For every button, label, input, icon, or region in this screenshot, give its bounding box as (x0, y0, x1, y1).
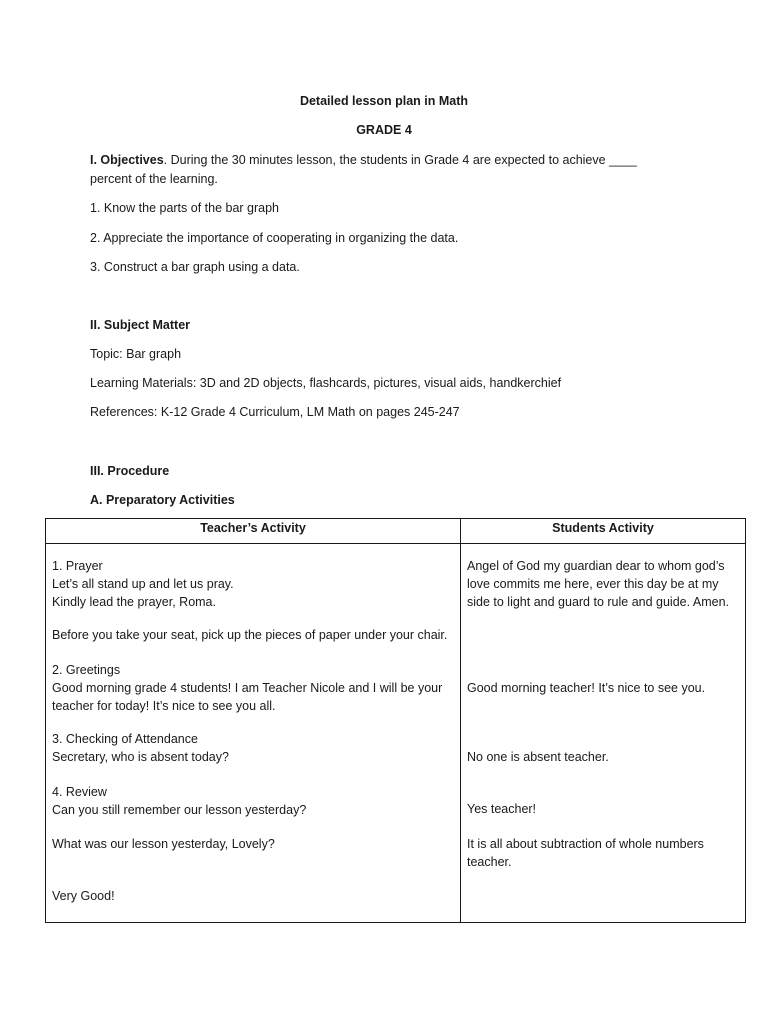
objectives-heading: I. Objectives (90, 153, 164, 167)
teacher-line: teacher for today! It’s nice to see you all. (52, 699, 276, 713)
teacher-line: Good morning grade 4 students! I am Teacher Nicole and I will be your (52, 681, 443, 695)
lesson-answer-block (467, 835, 739, 871)
teacher-line: Kindly lead the prayer, Roma. (52, 595, 216, 609)
student-line: No one is absent teacher. (467, 750, 609, 764)
teacher-line: 1. Prayer (52, 559, 103, 573)
greeting-response-block (467, 679, 739, 697)
subject-matter-heading: II. Subject Matter (90, 318, 191, 332)
teacher-line: Can you still remember our lesson yesterday? (52, 803, 307, 817)
teacher-line: 4. Review (52, 785, 107, 799)
procedure-heading: III. Procedure (90, 464, 170, 478)
table-row (46, 544, 746, 923)
activities-table (45, 518, 746, 923)
review-response-block (467, 800, 739, 818)
document-title: Detailed lesson plan in Math (299, 94, 469, 108)
objective-item: 2. Appreciate the importance of cooperating in organizing the data. (90, 231, 459, 245)
prayer-block (52, 557, 454, 611)
grade-label: GRADE 4 (356, 123, 412, 137)
seat-instruction-block (52, 626, 454, 644)
materials-line: Learning Materials: 3D and 2D objects, flashcards, pictures, visual aids, handkerchief (90, 376, 562, 390)
greetings-block (52, 661, 454, 715)
students-activity-header: Students Activity (461, 519, 746, 544)
teacher-line: Let’s all stand up and let us pray. (52, 577, 234, 591)
teacher-line: Secretary, who is absent today? (52, 750, 229, 764)
student-line: It is all about subtraction of whole numbers (467, 837, 704, 851)
review-question-block (52, 835, 454, 853)
teacher-line: Before you take your seat, pick up the pieces of paper under your chair. (52, 628, 448, 642)
topic-line: Topic: Bar graph (90, 347, 182, 361)
prayer-response-block (467, 557, 739, 611)
teacher-activity-header: Teacher’s Activity (46, 519, 461, 544)
preparatory-activities-heading: A. Preparatory Activities (90, 493, 235, 507)
objectives-paragraph (90, 151, 650, 189)
teacher-line: 3. Checking of Attendance (52, 732, 198, 746)
attendance-response-block (467, 748, 739, 766)
attendance-block (52, 730, 454, 766)
teacher-activity-cell (46, 544, 461, 923)
student-line: Good morning teacher! It’s nice to see you. (467, 681, 706, 695)
teacher-line: What was our lesson yesterday, Lovely? (52, 837, 275, 851)
student-line: Angel of God my guardian dear to whom god’s (467, 559, 725, 573)
objectives-text: . During the 30 minutes lesson, the students in Grade 4 are expected to achieve ____ percent of the learning. (90, 153, 637, 186)
student-line: teacher. (467, 855, 512, 869)
student-line: Yes teacher! (467, 802, 537, 816)
review-block (52, 783, 454, 819)
students-activity-cell (461, 544, 746, 923)
references-line: References: K-12 Grade 4 Curriculum, LM Math on pages 245-247 (90, 405, 460, 419)
objective-item: 1. Know the parts of the bar graph (90, 201, 280, 215)
praise-block (52, 887, 454, 905)
teacher-line: Very Good! (52, 889, 115, 903)
teacher-line: 2. Greetings (52, 663, 121, 677)
table-header-row (46, 519, 746, 544)
objective-item: 3. Construct a bar graph using a data. (90, 260, 300, 274)
student-line: side to light and guard to rule and guide. Amen. (467, 595, 729, 609)
student-line: love commits me here, ever this day be at my (467, 577, 719, 591)
